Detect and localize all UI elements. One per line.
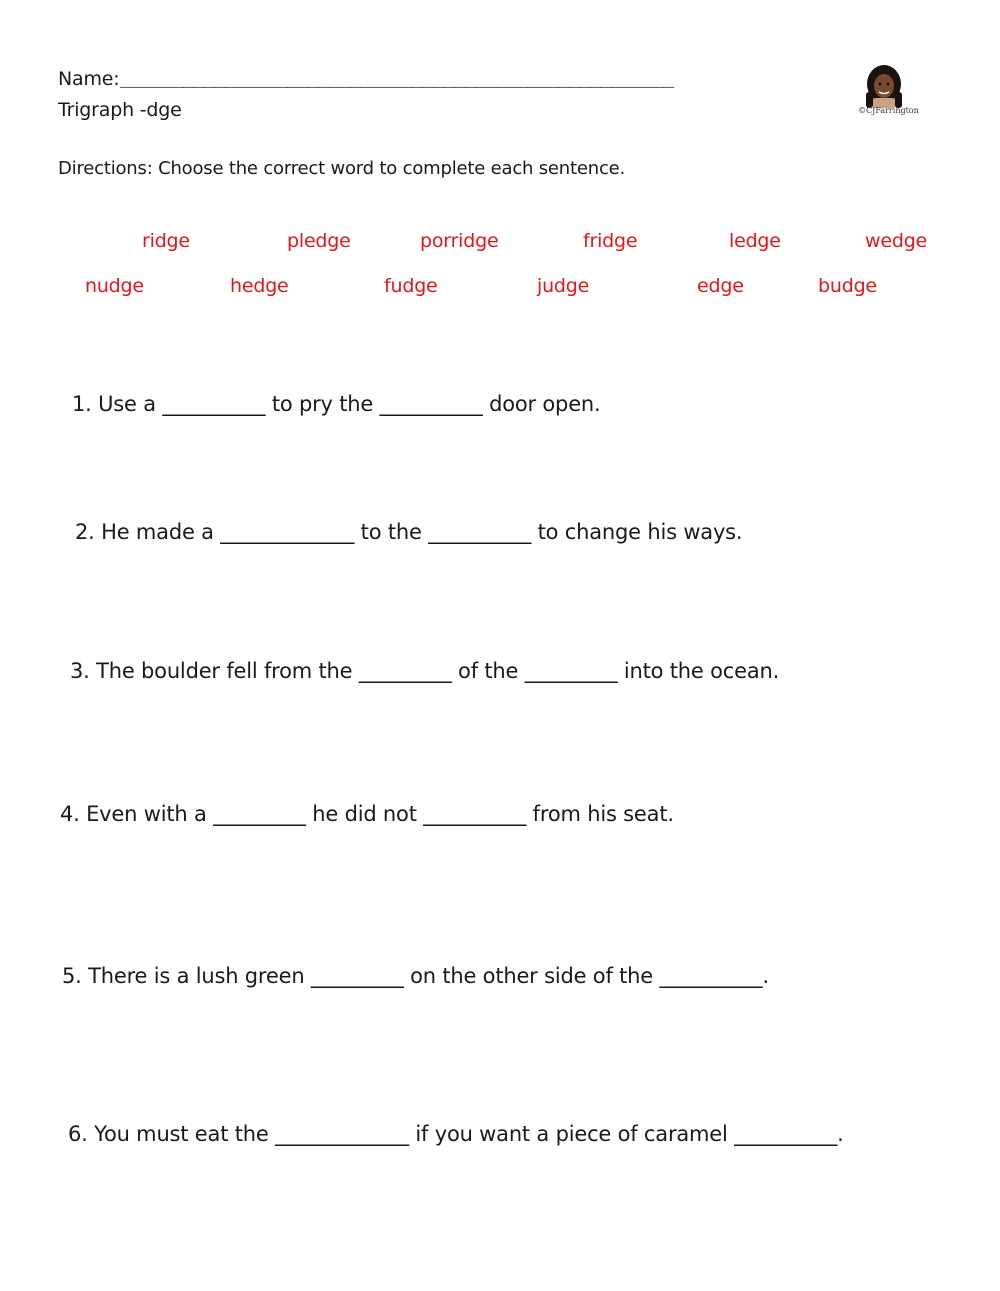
- name-label: Name:: [58, 68, 120, 90]
- sentence-2[interactable]: 2. He made a _____________ to the __________ to change his ways.: [75, 520, 743, 544]
- word-bank-item: judge: [537, 275, 590, 297]
- copyright-text: ©CJFarrington: [858, 106, 919, 115]
- word-bank-item: ridge: [142, 230, 190, 252]
- word-bank-item: hedge: [230, 275, 289, 297]
- word-bank-item: nudge: [85, 275, 144, 297]
- word-bank-item: ledge: [729, 230, 781, 252]
- sentence-3[interactable]: 3. The boulder fell from the _________ of the _________ into the ocean.: [70, 659, 780, 683]
- sentence-5[interactable]: 5. There is a lush green _________ on the other side of the __________.: [62, 964, 769, 988]
- directions-text: Directions: Choose the correct word to complete each sentence.: [58, 158, 626, 179]
- sentence-1[interactable]: 1. Use a __________ to pry the __________ door open.: [72, 392, 601, 416]
- worksheet-subtitle: Trigraph -dge: [58, 99, 182, 121]
- sentence-4[interactable]: 4. Even with a _________ he did not __________ from his seat.: [60, 802, 674, 826]
- name-input-line[interactable]: _____________________________________________________: [120, 66, 674, 88]
- word-bank-item: pledge: [287, 230, 351, 252]
- word-bank-item: porridge: [420, 230, 499, 252]
- word-bank-item: edge: [697, 275, 744, 297]
- word-bank-item: budge: [818, 275, 877, 297]
- word-bank-item: fudge: [384, 275, 438, 297]
- sentence-6[interactable]: 6. You must eat the _____________ if you want a piece of caramel __________.: [68, 1122, 844, 1146]
- word-bank-item: fridge: [583, 230, 638, 252]
- word-bank-item: wedge: [865, 230, 928, 252]
